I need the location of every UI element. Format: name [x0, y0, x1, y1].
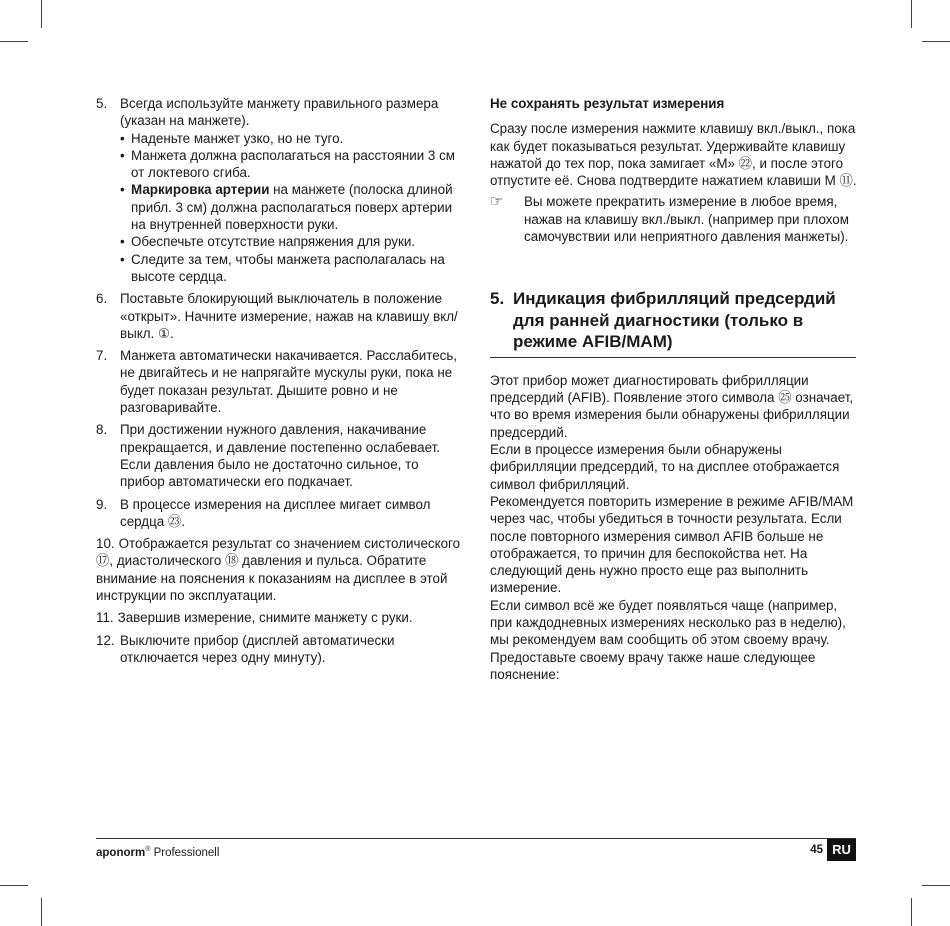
section-number: 5.	[490, 289, 505, 309]
list-item: 11. Завершив измерение, снимите манжету с руки.	[96, 610, 413, 626]
bullet-item: • Наденьте манжет узко, но не туго.	[120, 130, 466, 147]
crop-mark	[0, 41, 28, 42]
paragraph: Рекомендуется повторить измерение в режиме AFIB/MAM через час, чтобы убедиться в точности результата. Если после повторного измерения символ AFIB больше не отображается, то причин для беспокойства нет. На следующий день нужно просто еще раз выполнить измерение.	[490, 493, 854, 596]
left-column	[96, 95, 466, 671]
list-item: 12. Выключите прибор (дисплей автоматически отключается через одну минуту).	[96, 632, 395, 665]
footer-divider	[96, 838, 856, 839]
crop-mark	[911, 0, 912, 28]
bullet-item: • Манжета должна располагаться на расстоянии 3 см от локтевого сгиба.	[120, 147, 466, 182]
note-text: Вы можете прекратить измерение в любое время, нажав на клавишу вкл./выкл. (например при плохом самочувствии или неприятного давления манжеты).	[524, 194, 849, 245]
bullet-item: • Маркировка артерии на манжете (полоска длиной прибл. 3 см) должна располагаться поверх артерии на внутренней поверхности руки.	[120, 181, 466, 233]
item-number: 5.	[96, 96, 108, 111]
bold-term: Маркировка артерии	[131, 182, 270, 198]
bullet-item: • Обеспечьте отсутствие напряжения для руки.	[120, 233, 466, 250]
note	[490, 193, 858, 245]
list-item: 10. Отображается результат со значением систолического ⑰, диастолического ⑱ давления и пульса. Обратите внимание на пояснения к показаниям на дисплее в этой инструкции по эксплуатации.	[96, 536, 461, 604]
bullet-item: • Следите за тем, чтобы манжета располагалась на высоте сердца.	[120, 251, 466, 286]
right-column	[490, 95, 858, 683]
crop-mark	[41, 898, 42, 926]
crop-mark	[911, 898, 912, 926]
list-item: 9. В процессе измерения на дисплее мигает символ сердца ㉓.	[96, 496, 431, 529]
list-item: 8. При достижении нужного давления, накачивание прекращается, и давление постепенно ослабевает. Если давления было не достаточно сильное, то прибор автоматически его подкачает.	[96, 422, 440, 490]
section-heading	[490, 288, 856, 358]
item-text: Всегда используйте манжету правильного размера (указан на манжете).	[120, 96, 439, 129]
list-item: 7. Манжета автоматически накачивается. Расслабитесь, не двигайтесь и не напрягайте мускулы руки, пока не будет показан результат. Дышите ровно и не разговаривайте.	[96, 348, 458, 416]
section-body	[490, 372, 858, 683]
paragraph: Этот прибор может диагностировать фибрилляции предсердий (AFIB). Появление этого символа ㉕ означает, что во время измерения были обнаружены фибрилляции предсердий.	[490, 372, 854, 440]
crop-mark	[0, 885, 28, 886]
page-number: 45	[810, 844, 823, 856]
list-item	[96, 95, 466, 130]
bullet-list	[120, 130, 466, 286]
paragraph: Если символ всё же будет появляться чаще (например, при каждодневных измерениях несколько раз в неделю), мы рекомендуем вам сообщить об этом своему врачу. Предоставьте своему врачу также наше следующее пояснение:	[490, 597, 846, 682]
list-item: 6. Поставьте блокирующий выключатель в положение «открыт». Начните измерение, нажав на клавишу вкл/выкл. ①.	[96, 291, 458, 341]
language-badge: RU	[827, 839, 856, 861]
pointing-hand-icon: ☞	[490, 193, 504, 211]
subheading: Не сохранять результат измерения	[490, 96, 725, 111]
crop-mark	[922, 41, 950, 42]
crop-mark	[41, 0, 42, 28]
paragraph: Сразу после измерения нажмите клавишу вкл./выкл., пока как будет показываться результат. Удерживайте клавишу нажатой до тех пор, пока замигает «M» ㉒, и после этого отпустите её. Снова подтвердите нажатием клавиши M ⑪.	[490, 121, 857, 189]
paragraph: Если в процессе измерения были обнаружены фибрилляции предсердий, то на дисплее отображается символ фибрилляций.	[490, 442, 840, 492]
brand-name: aponorm® Professionell	[96, 846, 220, 859]
section-title: Индикация фибрилляций предсердий для ранней диагностики (только в режиме AFIB/MAM)	[513, 289, 836, 352]
crop-mark	[922, 885, 950, 886]
